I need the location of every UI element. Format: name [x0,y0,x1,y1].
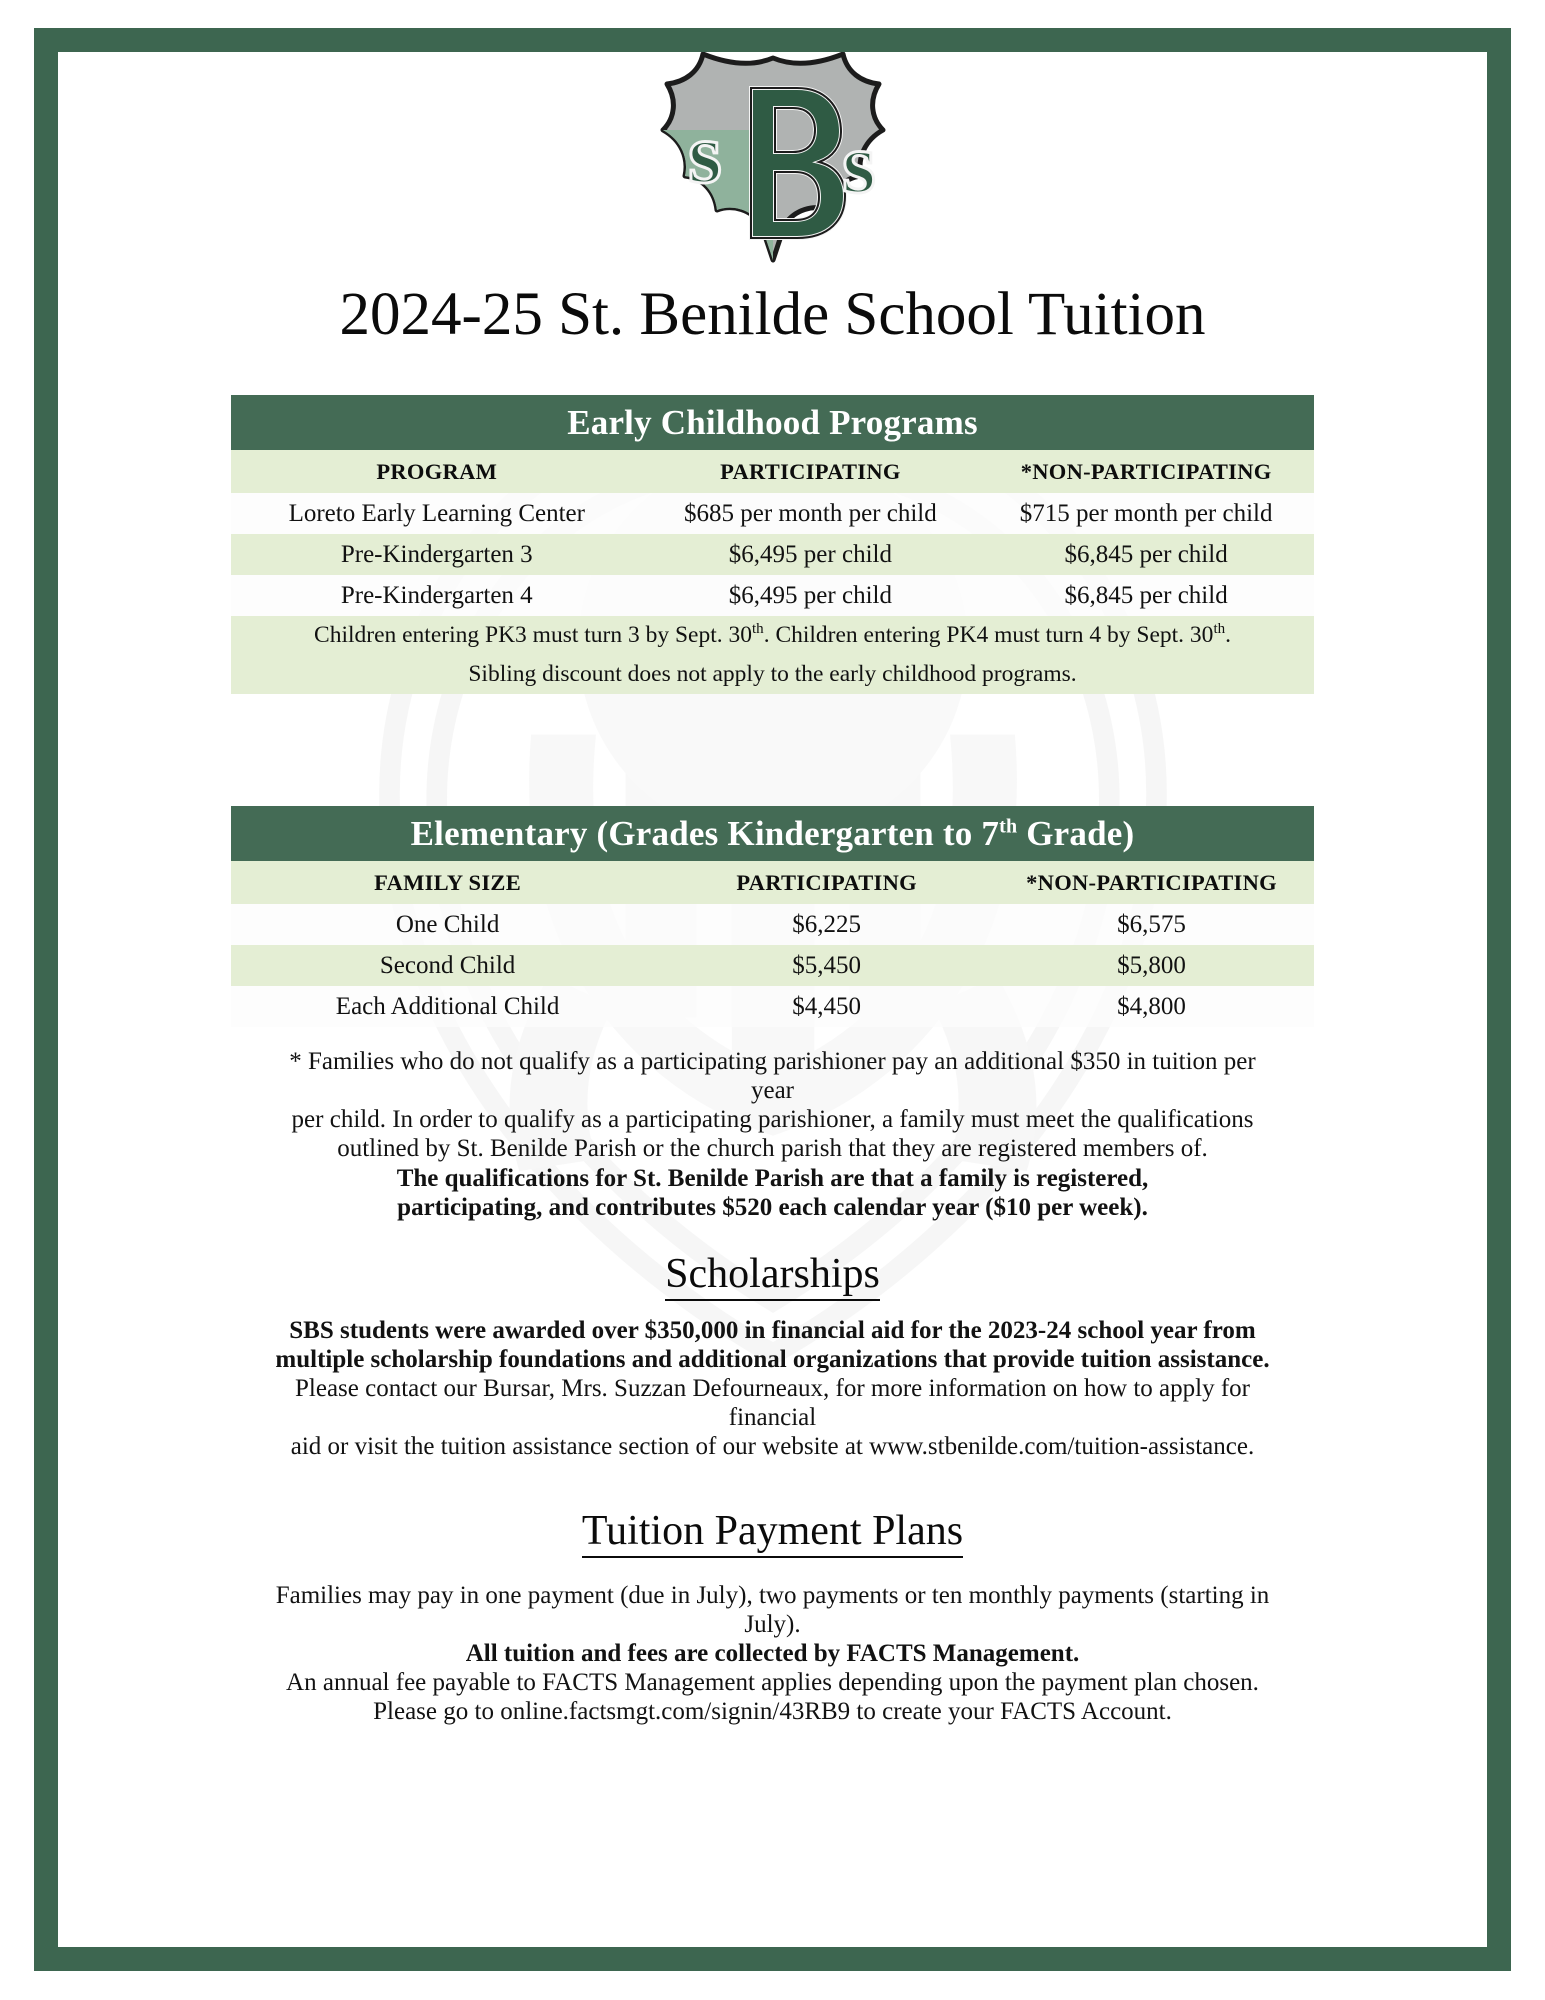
asterisk-note-line-1: * Families who do not qualify as a participating parishioner pay an additional $350 in tuition per year [289,1048,1256,1105]
parishioner-asterisk-note [268,1047,1278,1163]
cell-non-participating: $6,575 [989,904,1314,945]
cell-non-participating: $4,800 [989,986,1314,1027]
scholarships-heading-text: Scholarships [665,1251,880,1301]
cell-non-participating: $6,845 per child [978,575,1314,616]
elementary-band-title [231,806,1314,861]
document-content [58,52,1487,1726]
table-row [231,904,1314,945]
cell-program: Pre-Kindergarten 4 [231,575,643,616]
payment-plans-heading [58,1507,1487,1555]
payment-plans-line-4: Please go to online.factsmgt.com/signin/43RB9 to create your FACTS Account. [373,1698,1172,1726]
early-childhood-age-note [231,616,1314,655]
table-row [231,945,1314,986]
table-header-row [231,450,1314,493]
payment-plans-line-3: An annual fee payable to FACTS Management applies depending upon the payment plan chosen. [286,1669,1259,1697]
column-header-participating: PARTICIPATING [664,861,989,904]
table-row [231,493,1314,534]
cell-family-size: Second Child [231,945,664,986]
cell-family-size: Each Additional Child [231,986,664,1027]
table-band-row [231,395,1314,450]
column-header-program: PROGRAM [231,450,643,493]
cell-participating: $4,450 [664,986,989,1027]
age-note-sup-2: th [1213,621,1226,638]
page-title: 2024-25 St. Benilde School Tuition [339,281,1206,348]
early-childhood-table-block [231,395,1314,694]
scholarships-bold-line-2: multiple scholarship foundations and additional organizations that provide tuition assistance. [275,1346,1270,1374]
table-row [231,575,1314,616]
logo-container [58,52,1487,267]
cell-non-participating: $5,800 [989,945,1314,986]
scholarships-line-3: Please contact our Bursar, Mrs. Suzzan Defourneaux, for more information on how to apply for financial [295,1375,1250,1432]
age-note-part-b: . Children entering PK4 must turn 4 by Sept. 30 [763,622,1214,649]
age-note-part-c: . [1225,622,1231,649]
column-header-non-participating: *NON-PARTICIPATING [989,861,1314,904]
column-header-participating: PARTICIPATING [643,450,979,493]
sibling-discount-note: Sibling discount does not apply to the early childhood programs. [231,655,1314,694]
elementary-band-part-a: Elementary (Grades Kindergarten to 7 [410,814,1000,854]
elementary-band-sup: th [999,815,1018,838]
scholarships-highlight [268,1316,1278,1374]
table-note-row-sibling [231,655,1314,694]
elementary-table-block [231,806,1314,1027]
cell-family-size: One Child [231,904,664,945]
table-note-row-age [231,616,1314,655]
elementary-band-part-b: Grade) [1017,814,1135,854]
page-inner-white-area [58,52,1487,1947]
scholarships-bold-line-1: SBS students were awarded over $350,000 in financial aid for the 2023-24 school year from [289,1317,1256,1345]
payment-plans-body [268,1581,1278,1639]
cell-participating: $6,225 [664,904,989,945]
cell-participating: $6,495 per child [643,575,979,616]
sbs-shield-logo-icon [647,52,899,267]
age-note-part-a: Children entering PK3 must turn 3 by Sept. 30 [314,622,753,649]
cell-participating: $6,495 per child [643,534,979,575]
scholarships-line-4: aid or visit the tuition assistance section of our website at www.stbenilde.com/tuition-assistance. [290,1433,1255,1461]
svg-text:s: s [687,105,722,201]
scholarships-contact [268,1374,1278,1461]
early-childhood-table [231,395,1314,694]
table-row [231,986,1314,1027]
payment-plans-heading-text: Tuition Payment Plans [582,1508,963,1558]
column-header-non-participating: *NON-PARTICIPATING [978,450,1314,493]
column-header-family-size: FAMILY SIZE [231,861,664,904]
elementary-table [231,806,1314,1027]
qualifications-line-2: participating, and contributes $520 each calendar year ($10 per week). [397,1194,1148,1222]
svg-text:s: s [841,115,876,211]
table-band-row [231,806,1314,861]
age-note-sup-1: th [752,621,764,638]
scholarships-heading [58,1250,1487,1298]
cell-program: Loreto Early Learning Center [231,493,643,534]
cell-participating: $5,450 [664,945,989,986]
payment-plans-facts-highlight [268,1639,1278,1668]
cell-non-participating: $715 per month per child [978,493,1314,534]
table-header-row [231,861,1314,904]
qualifications-line-1: The qualifications for St. Benilde Parish are that a family is registered, [396,1165,1149,1193]
cell-participating: $685 per month per child [643,493,979,534]
asterisk-note-line-2: per child. In order to qualify as a participating parishioner, a family must meet the qualifications [291,1106,1254,1134]
early-childhood-band-title: Early Childhood Programs [231,395,1314,450]
table-row [231,534,1314,575]
parish-qualifications-note [268,1164,1278,1222]
cell-program: Pre-Kindergarten 3 [231,534,643,575]
payment-plans-bold-line-2: All tuition and fees are collected by FACTS Management. [465,1640,1080,1668]
asterisk-note-line-3: outlined by St. Benilde Parish or the church parish that they are registered members of. [337,1135,1208,1163]
payment-plans-line-1: Families may pay in one payment (due in July), two payments or ten monthly payments (starting in July). [275,1582,1270,1639]
payment-plans-footer [268,1668,1278,1726]
cell-non-participating: $6,845 per child [978,534,1314,575]
